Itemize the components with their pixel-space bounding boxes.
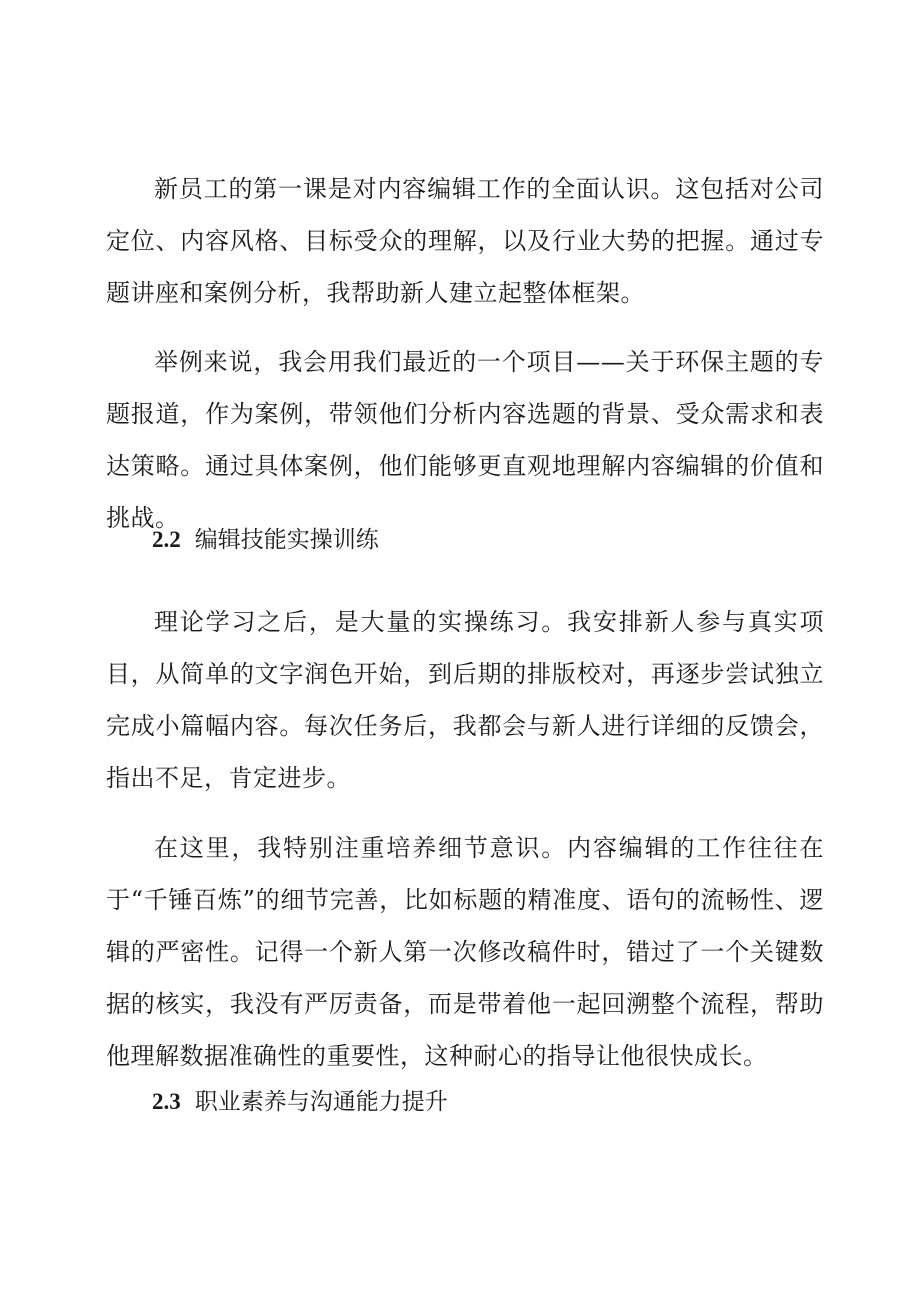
paragraph-intro: 新员工的第一课是对内容编辑工作的全面认识。这包括对公司定位、内容风格、目标受众的理解，以及行业大势的把握。通过专题讲座和案例分析，我帮助新人建立起整体框架。 <box>106 175 824 307</box>
section-number: 2.2 <box>152 527 181 552</box>
paragraph-detail: 在这里，我特别注重培养细节意识。内容编辑的工作往往在于“千锤百炼”的细节完善，比如标题的精准度、语句的流畅性、逻辑的严密性。记得一个新人第一次修改稿件时，错过了一个关键数据的核实，我没有严厉责备，而是带着他一起回溯整个流程，帮助他理解数据准确性的重要性，这种耐心的指导让他很快成长。 <box>106 834 824 1070</box>
section-heading-2-2 <box>152 524 379 556</box>
section-title: 职业素养与沟通能力提升 <box>194 1089 448 1115</box>
section-heading-2-3 <box>152 1086 448 1118</box>
paragraph-practice: 理论学习之后，是大量的实操练习。我安排新人参与真实项目，从简单的文字润色开始，到后期的排版校对，再逐步尝试独立完成小篇幅内容。每次任务后，我都会与新人进行详细的反馈会，指出不足，肯定进步。 <box>106 608 824 792</box>
paragraph-example: 举例来说，我会用我们最近的一个项目——关于环保主题的专题报道，作为案例，带领他们分析内容选题的背景、受众需求和表达策略。通过具体案例，他们能够更直观地理解内容编辑的价值和挑战。 <box>106 348 824 532</box>
section-number: 2.3 <box>152 1089 181 1114</box>
section-title: 编辑技能实操训练 <box>194 527 379 553</box>
